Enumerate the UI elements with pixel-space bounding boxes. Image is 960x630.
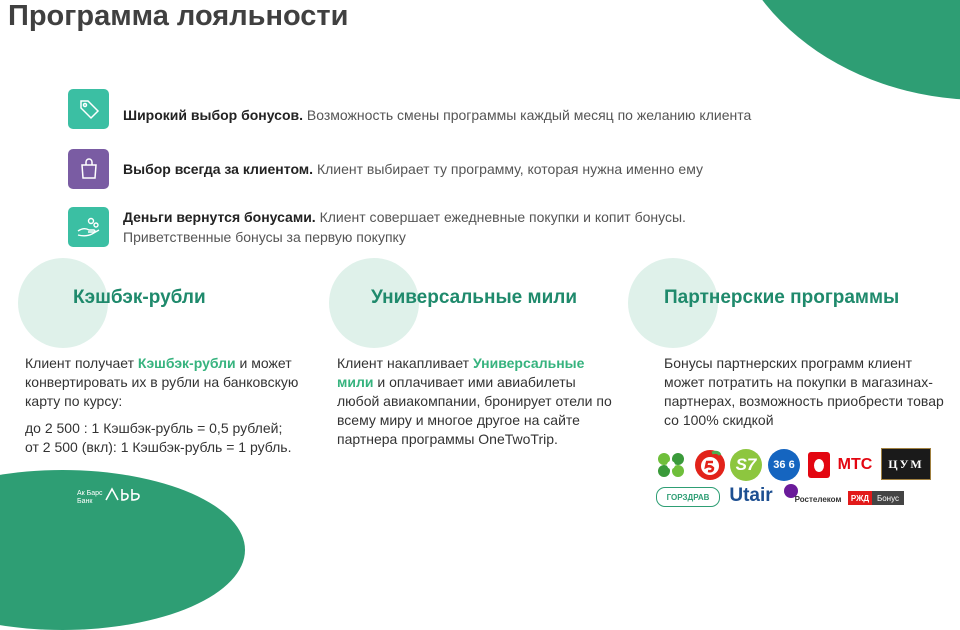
partner-logo-tsum: ЦУМ (881, 448, 931, 480)
partner-logo-366: 36 6 (768, 449, 800, 481)
column-title-miles: Универсальные мили (371, 287, 578, 308)
feature-text: Выбор всегда за клиентом. Клиент выбирает ту программу, которая нужна именно ему (123, 161, 703, 177)
partner-logo-rostelecom: Ростелеком (794, 494, 842, 504)
column-title-cashback: Кэшбэк-рубли (73, 287, 206, 308)
bank-logo-icon (104, 486, 146, 502)
partner-logo-gorzdrav: ГОРЗДРАВ (656, 487, 720, 507)
feature-client-choice (68, 149, 828, 189)
partner-logo-perekrestok (654, 450, 688, 480)
feature-wide-choice (68, 89, 828, 129)
column-text-miles: Клиент накапливает Универсальные мили и оплачивает ими авиабилеты любой авиакомпании, бронирует отели по всему миру и многое другое на сайте партнера программы OneTwoTrip. (337, 355, 612, 447)
partner-logo-mts-egg (808, 452, 830, 478)
price-tag-icon (68, 89, 109, 129)
partner-logo-utair: Utair (729, 485, 773, 506)
bank-logo-text: Ак Барс Банк (77, 490, 103, 505)
partner-logo-rzd-bonus: Бонус (872, 491, 904, 505)
partner-logo-mts-text: МТС (837, 456, 873, 473)
feature-text: Широкий выбор бонусов. Возможность смены программы каждый месяц по желанию клиента (123, 107, 752, 123)
hand-coins-icon (68, 207, 109, 247)
partner-logo-pyaterochka (694, 449, 726, 481)
decor-blob-top-right (722, 0, 960, 100)
column-title-partners: Партнерские программы (664, 287, 900, 308)
partner-logo-s7: S7 (730, 449, 762, 481)
feature-text: Деньги вернутся бонусами. Клиент совершает ежедневные покупки и копит бонусы. Приветственные бонусы за первую покупку (123, 209, 686, 245)
partner-logo-rzd: РЖД (848, 491, 872, 505)
page-title: Программа лояльности (8, 0, 349, 32)
shopping-bag-icon (68, 149, 109, 189)
column-text-partners: Бонусы партнерских программ клиент может потратить на покупки в магазинах-партнерах, возможность приобрести товар со 100% скидкой (664, 355, 944, 428)
column-text-cashback: Клиент получает Кэшбэк-рубли и может конвертировать их в рубли на банковскую карту по курсу: до 2 500 : 1 Кэшбэк-рубль = 0,5 рублей; от 2 500 (вкл): 1 Кэшбэк-рубль = 1 рубль. (25, 355, 299, 455)
feature-bonus-return (68, 207, 828, 247)
